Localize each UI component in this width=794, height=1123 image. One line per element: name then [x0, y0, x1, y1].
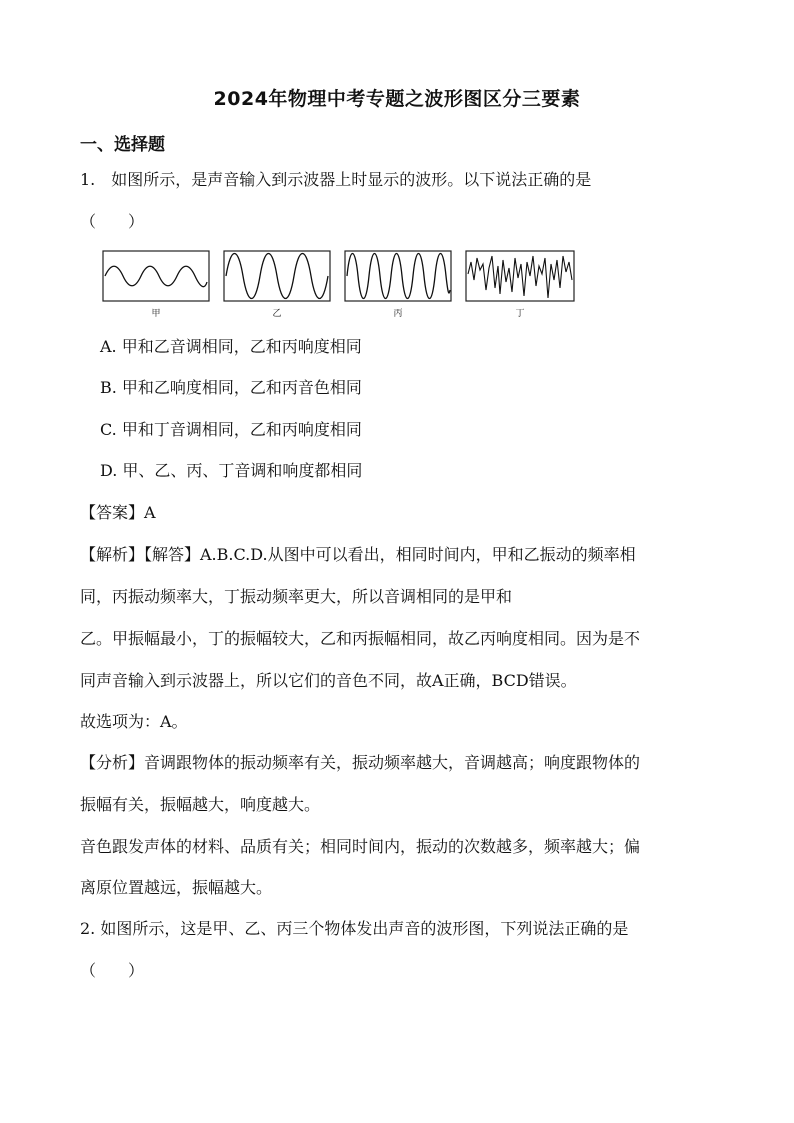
waveform-figure — [102, 250, 582, 322]
q1-option-a: A. 甲和乙音调相同，乙和丙响度相同 — [100, 337, 362, 356]
q1-option-c: C. 甲和丁音调相同，乙和丙响度相同 — [100, 420, 362, 439]
waveform-frame-1 — [103, 251, 209, 301]
q2-paren: （ ） — [80, 961, 145, 980]
waveform-frame-4 — [466, 251, 574, 301]
waveform-ding — [468, 256, 572, 298]
q1-explain-line: 【解析】【解答】A.B.C.D.从图中可以看出，相同时间内，甲和乙振动的频率相 — [80, 545, 636, 564]
q1-answer: 【答案】A — [80, 503, 156, 522]
q1-option-d: D. 甲、乙、丙、丁音调和响度都相同 — [100, 461, 363, 480]
waveform-bing — [347, 254, 450, 299]
wave-label-ding: 丁 — [515, 309, 525, 319]
q1-stem: 1. 如图所示，是声音输入到示波器上时显示的波形。以下说法正确的是 — [80, 170, 592, 189]
q1-explain-line: 同，丙振动频率大，丁振动频率更大，所以音调相同的是甲和 — [80, 587, 513, 606]
wave-label-yi: 乙 — [272, 309, 282, 319]
page-title: 2024年物理中考专题之波形图区分三要素 — [213, 88, 581, 110]
wave-label-jia: 甲 — [151, 309, 161, 319]
q1-explain-line: 故选项为：A。 — [80, 712, 188, 731]
q2-stem: 2. 如图所示，这是甲、乙、丙三个物体发出声音的波形图，下列说法正确的是 — [80, 919, 629, 938]
q1-analysis-line: 离原位置越远，振幅越大。 — [80, 878, 273, 897]
q1-analysis-line: 振幅有关，振幅越大，响度越大。 — [80, 795, 321, 814]
q1-explain-line: 乙。甲振幅最小，丁的振幅较大，乙和丙振幅相同，故乙丙响度相同。因为是不 — [80, 629, 641, 648]
q1-option-b: B. 甲和乙响度相同，乙和丙音色相同 — [100, 378, 362, 397]
waveform-jia — [105, 266, 207, 286]
q1-analysis-line: 音色跟发声体的材料、品质有关；相同时间内，振动的次数越多，频率越大；偏 — [80, 837, 641, 856]
q1-paren: （ ） — [80, 212, 145, 231]
wave-label-bing: 丙 — [393, 309, 403, 319]
q1-analysis-line: 【分析】音调跟物体的振动频率有关，振动频率越大，音调越高；响度跟物体的 — [80, 753, 641, 772]
section-heading: 一、选择题 — [80, 135, 165, 155]
q1-explain-line: 同声音输入到示波器上，所以它们的音色不同，故A正确，BCD错误。 — [80, 671, 577, 690]
waveform-yi — [226, 254, 328, 299]
